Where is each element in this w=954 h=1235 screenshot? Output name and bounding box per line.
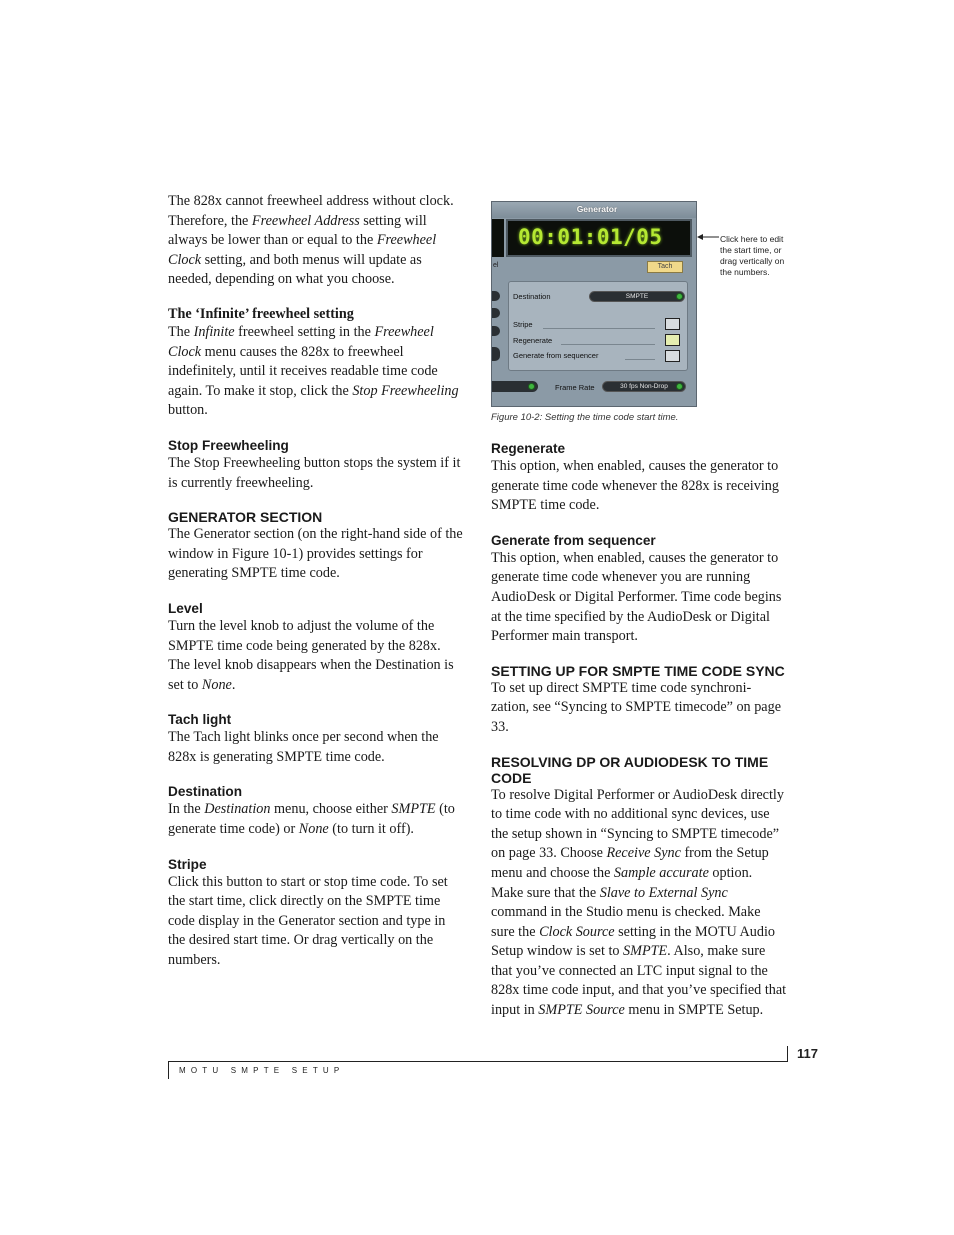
destination-indicator: [676, 293, 683, 300]
generator-header: [492, 202, 697, 218]
level-heading: Level: [168, 600, 203, 616]
regenerate-heading: Regenerate: [491, 441, 566, 456]
level-label-fragment: el: [493, 262, 499, 269]
right-column: [491, 440, 787, 1021]
left-knob-button[interactable]: [492, 308, 500, 318]
left-knob-button[interactable]: [492, 326, 500, 336]
level-paragraph: Turn the level knob to adjust the volume of the SMPTE time code being generated by the 828x. The level knob disappears when the Destination is set to None.: [168, 617, 454, 693]
destination-value: SMPTE: [625, 293, 649, 300]
regenerate-paragraph: This option, when enabled, causes the generator to generate time code whenever the 828x is receiving SMPTE time code.: [491, 458, 779, 514]
generator-options-panel: [508, 281, 688, 371]
left-column: [168, 192, 464, 971]
setting-up-heading: SETTING UP FOR SMPTE TIME CODE SYNC: [491, 662, 785, 679]
generator-title: Generator: [576, 204, 618, 214]
generate-from-sequencer-heading: Generate from sequencer: [491, 532, 656, 548]
figure-caption: Figure 10-2: Setting the time code start time.: [491, 412, 679, 423]
tach-light-heading: Tach light: [168, 712, 232, 728]
intro-paragraph: The 828x cannot freewheel address without clock. Therefore, the Freewheel Address setting will always be lower than or equal to the Freewheel Clock setting, and both menus will update as needed, depending on what you choose.: [168, 193, 454, 288]
destination-heading: Destination: [168, 784, 243, 800]
destination-paragraph: In the Destination menu, choose either SMPTE (to generate time code) or None (to turn it off).: [168, 801, 455, 838]
footer-chapter-label: MOTU SMPTE SETUP: [179, 1066, 345, 1075]
tach-light-paragraph: The Tach light blinks once per second when the 828x is generating SMPTE time code.: [168, 729, 439, 765]
left-knob-button[interactable]: [492, 347, 500, 361]
resolving-heading: RESOLVING DP OR AUDIODESK TO TIME CODE: [491, 753, 769, 786]
frame-rate-value: 30 fps Non-Drop: [620, 383, 668, 390]
generator-figure: [491, 201, 697, 407]
generator-section-paragraph: The Generator section (on the right-hand side of the window in Figure 10-1) provides settings for generating SMPTE time code.: [168, 526, 463, 582]
destination-label: Destination: [513, 292, 551, 301]
destination-menu[interactable]: [589, 291, 685, 302]
resolving-paragraph: To resolve Digital Performer or AudioDesk directly to time code with no additional sync devices, use the setup shown in “Syncing to SMPTE timecode” on page 33. Choose Receive Sync from the Setup menu and choose the Sample accurate option. Make sure that the Slave to External Sync command in the Studio menu is checked. Make sure the Clock Source setting in the MOTU Audio Setup window is set to SMPTE. Also, make sure that you’ve connected an LTC input signal to the 828x time code input, and that you’ve specified that input in SMPTE Source menu in SMPTE Setup.: [491, 786, 787, 1019]
frame-rate-label: Frame Rate: [555, 383, 595, 392]
frame-rate-indicator: [676, 383, 683, 390]
page-number: 117: [797, 1046, 818, 1061]
generate-from-sequencer-label: Generate from sequencer: [513, 351, 599, 360]
setting-up-paragraph: To set up direct SMPTE time code synchroni-zation, see “Syncing to SMPTE timecode” on page 33.: [491, 679, 781, 735]
regenerate-checkbox[interactable]: [665, 334, 680, 346]
level-indicator: [528, 383, 535, 390]
generate-from-sequencer-checkbox[interactable]: [665, 350, 680, 362]
infinite-paragraph: The Infinite freewheel setting in the Freewheel Clock menu causes the 828x to freewheel indefinitely, until it receives readable time code again. To make it stop, click the Stop Freewheeling button.: [168, 323, 459, 419]
footer-rule: [168, 1061, 787, 1062]
stop-freewheeling-paragraph: The Stop Freewheeling button stops the system if it is currently freewheeling.: [168, 454, 461, 491]
generator-section-heading: GENERATOR SECTION: [168, 509, 323, 526]
regenerate-label: Regenerate: [513, 336, 553, 345]
stripe-button[interactable]: [665, 318, 680, 330]
stripe-heading: Stripe: [168, 856, 207, 872]
figure-callout: Click here to edit the start time, or drag vertically on the numbers.: [720, 234, 785, 277]
timecode-value[interactable]: 00:01:01/05: [518, 225, 663, 249]
tach-light: Tach: [647, 261, 683, 273]
stripe-label: Stripe: [513, 320, 533, 329]
left-knob-button[interactable]: [492, 291, 500, 301]
footer-left-tick: [168, 1061, 169, 1079]
footer-right-tick: [787, 1046, 788, 1062]
infinite-heading: The ‘Infinite’ freewheel setting: [168, 305, 354, 322]
generate-from-sequencer-paragraph: This option, when enabled, causes the generator to generate time code whenever you are running AudioDesk or Digital Performer. Time code begins at the time specified by the AudioDesk or Digital Performer main transport.: [491, 549, 782, 645]
stripe-paragraph: Click this button to start or stop time code. To set the start time, click directly on the SMPTE time code display in the Generator section and type in the desired start time. Or drag vertically on the numbers.: [168, 873, 448, 969]
frame-rate-menu[interactable]: [602, 381, 686, 392]
callout-arrow-icon: [697, 232, 719, 242]
timecode-display[interactable]: [506, 219, 692, 257]
stop-freewheeling-heading: Stop Freewheeling: [168, 437, 289, 453]
